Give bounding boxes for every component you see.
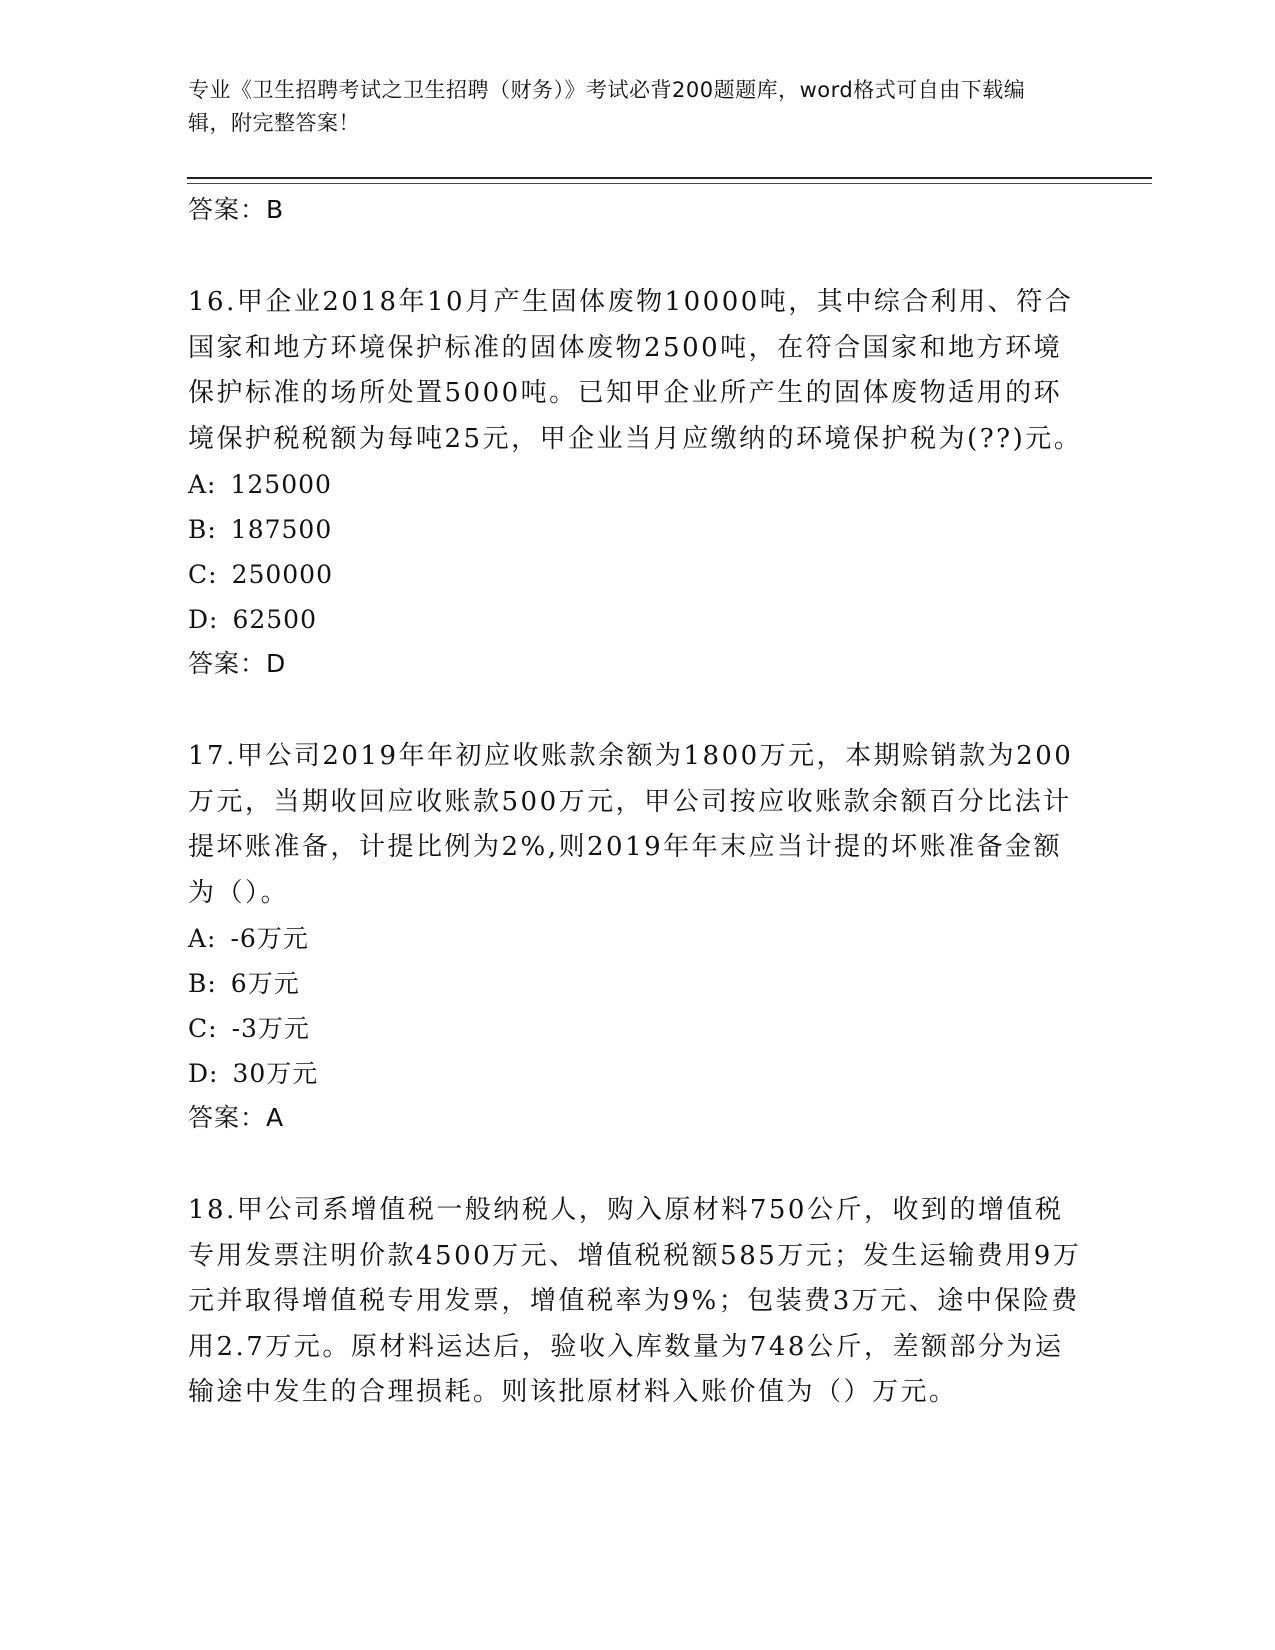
option-value: 62500 <box>232 605 317 634</box>
answer-16: 答案：D <box>188 649 287 678</box>
option-a <box>188 916 1088 961</box>
option-key: A: <box>188 924 217 953</box>
option-c <box>188 552 1088 597</box>
question-18 <box>188 1188 1088 1416</box>
question-16 <box>188 280 1088 686</box>
option-c <box>188 1006 1088 1051</box>
option-value: -3万元 <box>231 1014 310 1043</box>
option-key: C: <box>188 1014 218 1043</box>
option-value: 125000 <box>230 470 332 499</box>
question-text: 16.甲企业2018年10月产生固体废物10000吨，其中综合利用、符合国家和地方环境保护标准的固体废物2500吨，在符合国家和地方环境保护标准的场所处置5000吨。已知甲企业所产生的固体废物适用的环境保护税税额为每吨25元，甲企业当月应缴纳的环境保护税为(??)元。 <box>188 287 1083 454</box>
answer-17: 答案：A <box>188 1103 285 1132</box>
option-key: B: <box>188 515 217 544</box>
document-header <box>188 74 1068 140</box>
option-key: C: <box>188 560 218 589</box>
option-d <box>188 1051 1088 1096</box>
option-key: A: <box>188 470 217 499</box>
header-divider <box>187 177 1152 179</box>
previous-answer: 答案：B <box>188 195 285 224</box>
option-value: 187500 <box>230 515 333 544</box>
option-d <box>188 597 1088 642</box>
option-key: D: <box>188 605 219 634</box>
option-key: B: <box>188 969 217 998</box>
question-text: 18.甲公司系增值税一般纳税人，购入原材料750公斤，收到的增值税专用发票注明价款4500万元、增值税税额585万元；发生运输费用9万元并取得增值税专用发票，增值税率为9%；包装费3万元、途中保险费用2.7万元。原材料运达后，验收入库数量为748公斤，差额部分为运输途中发生的合理损耗。则该批原材料入账价值为（）万元。 <box>188 1195 1082 1407</box>
header-divider-thin <box>187 183 1152 184</box>
option-value: 30万元 <box>232 1059 319 1088</box>
option-a <box>188 462 1088 507</box>
header-text: 专业《卫生招聘考试之卫生招聘（财务）》考试必背200题题库，word格式可自由下载编辑，附完整答案！ <box>188 78 1026 135</box>
question-17 <box>188 734 1088 1140</box>
option-value: -6万元 <box>230 924 309 953</box>
question-text: 17.甲公司2019年年初应收账款余额为1800万元，本期赊销款为200万元，当期收回应收账款500万元，甲公司按应收账款余额百分比法计提坏账准备，计提比例为2%,则2019年年末应当计提的坏账准备金额为（）。 <box>188 741 1074 908</box>
option-key: D: <box>188 1059 219 1088</box>
option-value: 250000 <box>231 560 333 589</box>
option-b <box>188 507 1088 552</box>
document-body <box>188 188 1088 1416</box>
option-value: 6万元 <box>230 969 300 998</box>
option-b <box>188 961 1088 1006</box>
